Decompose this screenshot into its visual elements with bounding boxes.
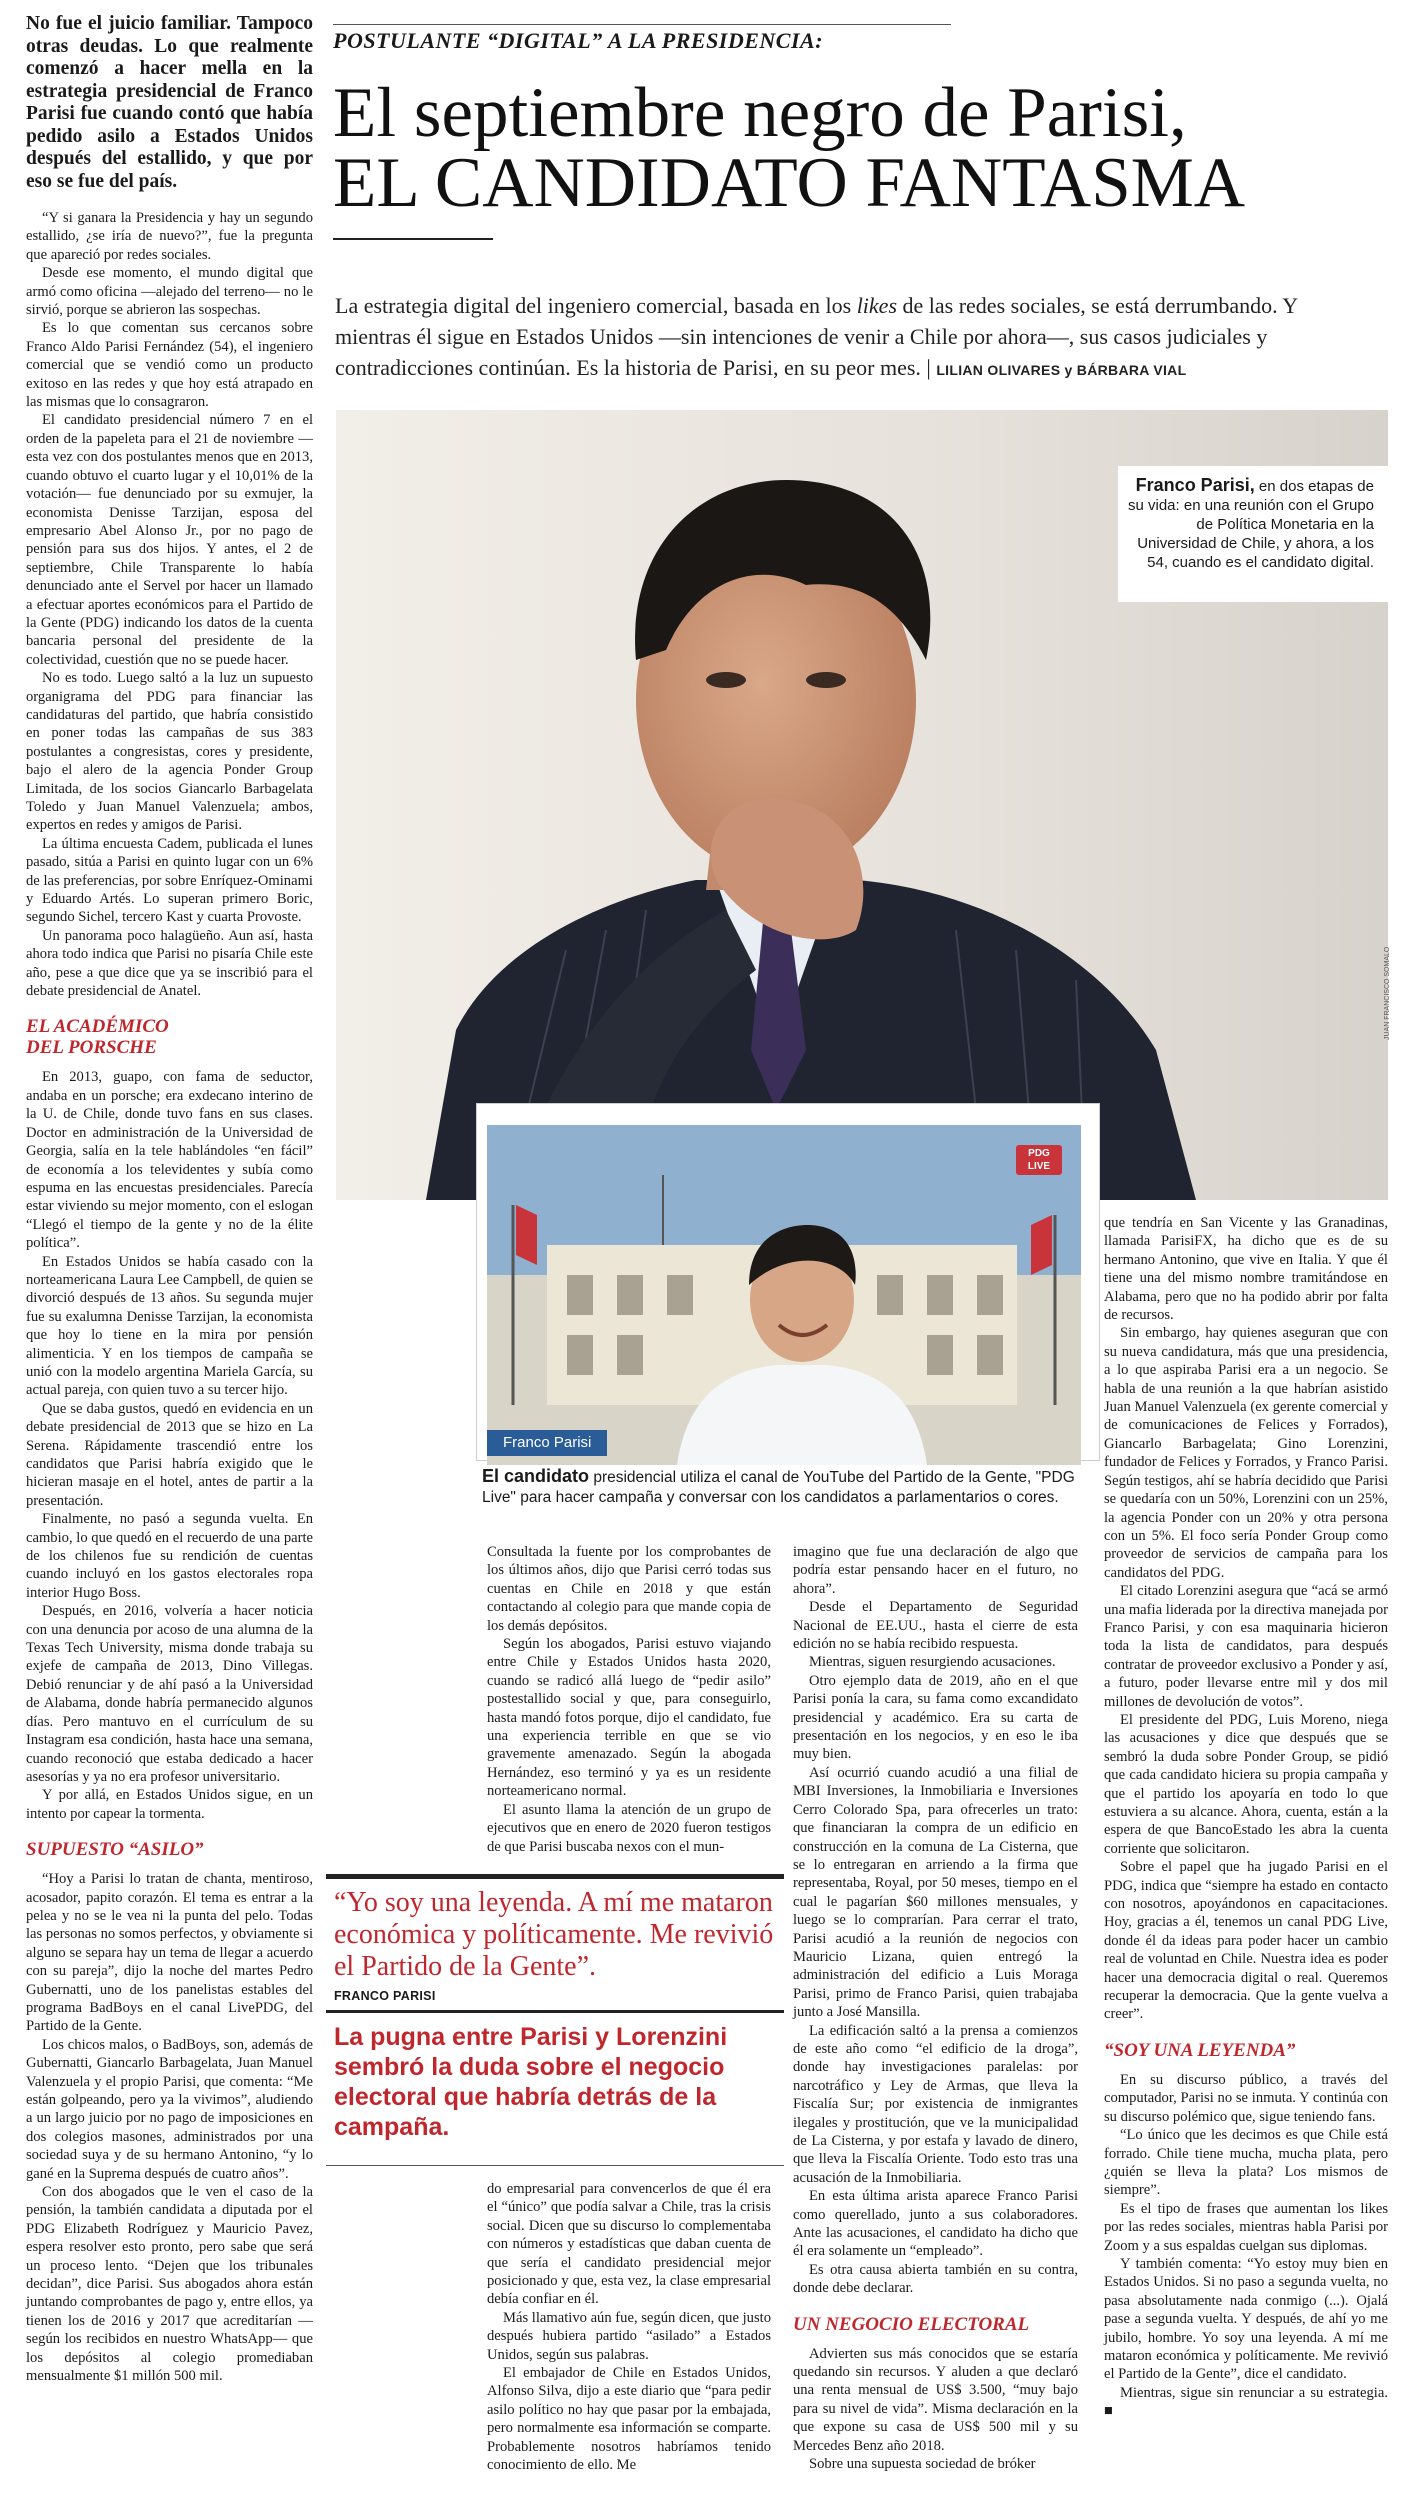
col4-p: En su discurso público, a través del computador, Parisi no se inmuta. Y continúa con su discurso polémico que, sigue teniendo fans. [1104,2071,1388,2125]
intro-paragraph [335,290,1360,386]
column-1 [26,13,313,2386]
col1-section-1 [26,209,313,1000]
main-photo-caption [1118,466,1388,602]
pullquote-author: FRANCO PARISI [334,1989,436,2003]
subhead-asilo: SUPUESTO “ASILO” [26,1839,204,1861]
col1-p: Que se daba gustos, quedó en evidencia en un debate presidencial de 2013 que se hizo en La Serena. Rápidamente trascendió entre los candidatos que Parisi habría exigido que le hicieran masaje en el hotel, antes de partir a la presentación. [26,1400,313,1509]
column-3 [793,1543,1078,2474]
kicker-rule [333,24,951,25]
col1-p: La última encuesta Cadem, publicada el lunes pasado, sitúa a Parisi en quinto lugar con un 6% de las preferencias, por sobre Enríquez-Ominami y Eduardo Artés. Lo superan primero Boric, segundo Sichel, tercero Kast y cuarta Provoste. [26,835,313,926]
column-2 [487,1543,771,1856]
pullquote-rule-top [326,1874,784,1879]
col3-p: Mientras, siguen resurgiendo acusaciones. [809,1654,1056,1671]
col2-p: Consultada la fuente por los comprobantes de los últimos años, dijo que Parisi cerró todas sus cuentas en Chile en 2018 y que están contactando al colegio para que mande copia de los demás depósitos. [487,1544,771,1634]
col1-p: Con dos abogados que le ven el caso de la pensión, la también candidata a diputada por el PDG Elizabeth Rodríguez y Mauricio Pavez, espera resolver esto pronto, pero sabe que será un proceso lento. “Dejen que los tribunales decidan”, dice Parisi. Sus abogados ahora están juntando comprobantes de pago y, entre ellos, ya tienen los de 2016 y 2017 que acreditarían —según los recibidos en nuestro WhatsApp— que los depósitos al colegio promediaban mensualmente $1 millón 500 mil. [26,2184,313,2385]
intro-likes: likes [856,293,898,318]
intro-part2: de las redes sociales, se está derrumbando. Y mientras él sigue en Estados Unidos —sin intenciones de venir a Chile por ahora—, sus casos judiciales y contradicciones continúan. Es la historia de Parisi, en su peor mes. | [335,293,1298,380]
inset-caption-bold: El candidato [482,1466,590,1486]
headline-rule [333,238,493,240]
subhead-line: DEL PORSCHE [26,1037,157,1059]
col4-p: que tendría en San Vicente y las Granadinas, llamada ParisiFX, ha dicho que es de su hermano Antonino, que vive en Italia. Y que él tiene una del mismo nombre tramitándose en Alabama, pero que no ha podido abrir por falta de recursos. [1104,1215,1388,1324]
col4-p: Sobre el papel que ha jugado Parisi en el PDG, indica que “siempre ha estado en contacto con nosotros, apoyándonos en capacitaciones. Hoy, gracias a él, tenemos un canal PDG Live, donde él da ideas para poder hacer un cambio real de voluntad en Chile. Nuestra idea es poder hacer una democracia digital o real. Queremos recuperar la democracia. Que la gente vuelva a creer”. [1104,1859,1388,2023]
intro-part1: La estrategia digital del ingeniero comercial, basada en los [335,293,857,318]
pullquote [334,1887,774,2003]
col3-p: Desde el Departamento de Seguridad Nacional de EE.UU., hasta el cierre de esta edición no se había recibido respuesta. [793,1599,1078,1653]
inset-label: Franco Parisi [487,1430,607,1456]
pullquote-text: “Yo soy una leyenda. A mí me mataron económica y políticamente. Me revivió el Partido de la Gente”. [334,1887,774,1982]
inset-caption-text: presidencial utiliza el canal de YouTube del Partido de la Gente, "PDG Live" para hacer campaña y conversar con los candidatos a parlamentarios o cores. [482,1469,1075,1506]
col3-p: Así ocurrió cuando acudió a una filial de MBI Inversiones, la Inmobiliaria e Inversiones Cerro Colorado Spa, para ofrecerles un trato: que financiaran la compra de un edificio en construcción en la comuna de La Cisterna, que se lo entregaran en arriendo a la firma que representaba, Royal, por 50 meses, tiempo en el cual le pagarían $60 millones mensuales, y luego se lo comprarían. Para cerrar el trato, Parisi acudió a la reunión de negocios con Mauricio Lizana, quien entregó la administración del edificio a Luis Moraga Parisi, primo de Franco Parisi, quien trabajaba junto a José Mansilla. [793,1764,1078,2021]
col2-p: Más llamativo aún fue, según dicen, que justo después hubiera partido “asilado” a Estados Unidos, según sus palabras. [487,2309,771,2363]
badge-bottom: LIVE [1027,1161,1051,1172]
col2-p: El asunto llama la atención de un grupo de ejecutivos que en enero de 2020 fueron testigos de que Parisi buscaba nexos con el mun- [487,1801,771,1855]
badge-top: PDG [1028,1148,1050,1159]
col1-p: Después, en 2016, volvería a hacer noticia con una denuncia por acoso de una alumna de la Texas Tech University, misma donde trabaja su exjefe de campaña de 2013, Dino Villegas. Debió renunciar y de ahí pasó a la Universidad de Alabama, donde habría permanecido algunos días. Pero mantuvo en el currículum de su Instagram esa condición, hasta hace una semana, cuando reconoció que estaba dedicado a hacer asesorías y ya no era profesor universitario. [26,1603,313,1785]
col4-p: Y también comenta: “Yo estoy muy bien en Estados Unidos. Si no paso a segunda vuelta, no pasa absolutamente nada conmigo (...). Ojalá pase a segunda vuelta. Y después, de ahí yo me jubilo, hombre. Yo soy una leyenda. A mí me mataron económica y políticamente. Me revivió el Partido de la Gente”, dice el candidato. [1104,2255,1388,2383]
subhead-academico [26,1016,313,1058]
col1-p: Y por allá, en Estados Unidos sigue, en un intento por capear la tormenta. [26,1787,313,1822]
col3-p: Advierten sus más conocidos que se estaría quedando sin recursos. Y aluden a que declaró una renta mensual de US$ 3.500, “muy bajo para su nivel de vida”. Misma declaración en la que expone su casa de US$ 500 mil y su Mercedes Benz año 2018. [793,2345,1078,2454]
col4-p: Mientras, sigue sin renunciar a su estrategia. ■ [1104,2384,1388,2420]
subhead-leyenda: “SOY UNA LEYENDA” [1104,2039,1296,2061]
col4-p: El presidente del PDG, Luis Moreno, niega las acusaciones y dice que después que se sembró la duda sobre Ponder Group, se pidió que cada candidato hiciera su propia campaña y que el partido los apoyaría en todo lo que estuviera a su alcance. Ahora, cuenta, están a la espera de que BancoEstado les abra la cuenta corriente que solicitaron. [1104,1711,1388,1857]
col3-p: Otro ejemplo data de 2019, año en el que Parisi ponía la cara, su fama como excandidato presidencial y académico. Era su carta de presentación en los negocios, y en eso le iba muy bien. [793,1672,1078,1763]
headline-line2: EL CANDIDATO FANTASMA [333,144,1246,222]
col3-p: La edificación saltó a la prensa a comienzos de este año como “el edificio de la droga”, donde hay investigaciones paralelas: por narcotráfico y Ley de Armas, que lleva la Fiscalía Sur; por existencia de inmigrantes ilegales y prostitución, que ve la municipalidad de La Cisterna, y por estafa y lavado de dinero, que lleva la Fiscalía Oriente. Todo esto tras una acusación de la Inmobiliaria. [793,2022,1078,2186]
deck: La pugna entre Parisi y Lorenzini sembró la duda sobre el negocio electoral que habría detrás de la campaña. [334,2023,728,2141]
col1-p: No es todo. Luego saltó a la luz un supuesto organigrama del PDG para financiar las candidaturas del partido, que habría consistido en poner todas las campañas de sus 383 postulantes a congresistas, cores y presidente, bajo el alero de la agencia Ponder Group Limitada, de los socios Giancarlo Barbagelata Toledo y Juan Manuel Valenzuela; ambos, expertos en redes y amigos de Parisi. [26,670,313,834]
col1-p: Un panorama poco halagüeño. Aun así, hasta ahora todo indica que Parisi no pisaría Chile este año, pese a que dice que ya se inscribió para el debate presidencial de Anatel. [26,927,313,1000]
col1-p: Desde ese momento, el mundo digital que armó como oficina —alejado del terreno— no le sirvió, porque se abrieron las sospechas. [26,265,313,319]
col1-p: El candidato presidencial número 7 en el orden de la papeleta para el 21 de noviembre —esta vez con dos postulantes menos que en 2013, cuando obtuvo el cuarto lugar y el 10,01% de la votación— fue denunciado por su exmujer, la economista Denisse Tarzijan, esposa del empresario Abel Alonso Jr., por no pago de pensión para sus dos hijos. Y antes, el 2 de septiembre, Chile Transparente lo había denunciado ante el Servel por hacer un llamado a efectuar aportes económicos para el Partido de la Gente (PDG) indicando los datos de la cuenta bancaria personal del presidente de la colectividad, cuestión que no se puede hacer. [26,412,313,668]
column-4 [1104,1214,1388,2421]
lead-paragraph: No fue el juicio familiar. Tampoco otras deudas. Lo que realmente comenzó a hacer mella en la estrategia presidencial de Franco Parisi fue cuando contó que había pedido asilo a Estados Unidos después del estallido, y que por eso se fue del país. [26,13,313,192]
caption-name: Franco Parisi, [1135,475,1255,495]
col1-p: Finalmente, no pasó a segunda vuelta. En cambio, lo que quedó en el recuerdo de una parte de los chilenos fue su rendición de cuentas cuando incluyó en los gastos electorales ropa interior Hugo Boss. [26,1511,313,1601]
col1-p: Es lo que comentan sus cercanos sobre Franco Aldo Parisi Fernández (54), el ingeniero comercial que se vendió como un producto exitoso en las redes y que hoy está atrapado en las mismas que lo consagraron. [26,320,313,411]
col1-p: Los chicos malos, o BadBoys, son, además de Gubernatti, Giancarlo Barbagelata, Juan Manuel Valenzuela y el propio Parisi, que comenta: “Me están golpeando, pero ya la vivimos”, aludiendo a un largo juicio por no pago de imposiciones en dos colegios masones, administrados por una sociedad suya y de su hermano Antonino, “y lo gané en la Suprema después de cuatro años”. [26,2036,313,2182]
byline: LILIAN OLIVARES y BÁRBARA VIAL [936,362,1187,378]
kicker: POSTULANTE “DIGITAL” A LA PRESIDENCIA: [333,28,824,53]
col1-p: “Y si ganara la Presidencia y hay un segundo estallido, ¿se iría de nuevo?”, fue la pregunta que apareció por redes sociales. [26,210,313,263]
col1-p: En Estados Unidos se había casado con la norteamericana Laura Lee Campbell, de quien se divorció después de 13 años. Su segunda mujer fue su exalumna Denisse Tarzijan, la economista que hoy lo tiene en la mira por pensión alimenticia. Y en los tiempos de campaña se unió con la modelo argentina Mariela García, su actual pareja, con quien tuvo a su tercer hijo. [26,1253,313,1399]
col3-p: imagino que fue una declaración de algo que podría estar pensando hacer en el futuro, no ahora”. [793,1544,1078,1597]
subhead-negocio: UN NEGOCIO ELECTORAL [793,2313,1030,2335]
pullquote-rule-bottom [326,2010,784,2013]
col2-p: do empresarial para convencerlos de que él era el “único” que podía salvar a Chile, tras la crisis social. Dicen que su discurso lo complementaba con números y estadísticas que daban cuenta de que sería el candidato presidencial mejor posicionado y que, esta vez, la clase empresarial debía confiar en él. [487,2181,771,2308]
col3-p: Sobre una supuesta sociedad de bróker [809,2456,1036,2473]
col3-p: En esta última arista aparece Franco Parisi como querellado, junto a sus colaboradores. Ante las acusaciones, el candidato ha dicho que él era solamente un “empleado”. [793,2188,1078,2260]
col1-p: En 2013, guapo, con fama de seductor, andaba en un porsche; era exdecano interino de la U. de Chile, donde tuvo fans en sus clases. Doctor en administración de la Universidad de Georgia, salía en la tele hablándoles “en fácil” de economía a los televidentes y subía como espuma en las encuestas presidenciales. Parecía estar viviendo su mejor momento, con el eslogan “Llegó el tiempo de la gente y no de la élite política”. [26,1069,313,1252]
caption-text: en dos etapas de su vida: en una reunión con el Grupo de Política Monetaria en la Universidad de Chile, y ahora, a los 54, cuando es el candidato digital. [1128,478,1374,571]
col1-section-3 [26,1870,313,2385]
col4-p: “Lo único que les decimos es que Chile está forrado. Chile tiene mucha, mucha plata, pero ¿quién se lleva la plata? Los mismos de siempre”. [1104,2127,1388,2199]
col2-p: El embajador de Chile en Estados Unidos, Alfonso Silva, dijo a este diario que “para pedir asilo político no hay que pasar por la embajada, pero normalmente esa información se comparte. Probablemente nosotros habríamos tenido conocimiento de ello. Me [487,2365,771,2474]
pdg-live-badge [1016,1145,1062,1175]
col2-p: Según los abogados, Parisi estuvo viajando entre Chile y Estados Unidos hasta 2020, cuando se radicó allá luego de “pedir asilo” postestallido social y que, para conseguirlo, hasta mandó fotos porque, dijo el candidato, fue una experiencia terrible en que se vio gravemente amenazado. Según la abogada Hernández, eso terminó y ya es un residente norteamericano normal. [487,1636,771,1800]
col3-p: Es otra causa abierta también en su contra, donde debe declarar. [793,2261,1078,2297]
subhead-line: EL ACADÉMICO [26,1016,169,1038]
col4-p: Es el tipo de frases que aumentan los likes por las redes sociales, mientras habla Parisi por Zoom y a sus espaldas cuelgan sus diplomas. [1104,2200,1388,2254]
col1-p: “Hoy a Parisi lo tratan de chanta, mentiroso, acosador, papito corazón. El tema es entrar a la pelea y no se le vea ni la punta del pelo. Todas las personas no somos perfectos, y obviamente si alguno se separa hay un tema de llegar a acuerdo con su pareja”, dijo la noche del martes Pedro Gubernatti, uno de los panelistas estables del programa BadBoys en el canal LivePDG, del Partido de la Gente. [26,1871,313,2035]
col4-p: El citado Lorenzini asegura que “acá se armó una mafia liderada por la directiva manejada por Franco Parisi, y con esa maquinaria hicieron toda la lista de candidatos, para después contratar de proveedor exclusivo a Ponder y así, a futuro, poder llevarse entre mil y dos mil millones de devolución de votos”. [1104,1583,1388,1710]
inset-photo [487,1125,1081,1465]
video-illustration [487,1125,1081,1465]
inset-caption [482,1467,1082,1507]
column-2-continued [487,2180,771,2475]
photo-credit: JUAN FRANCISCO SOMALO [1384,946,1391,1040]
col1-section-2 [26,1068,313,1823]
deck-rule [326,2165,784,2166]
headline-line1: El septiembre negro de Parisi, [333,74,1187,152]
col4-p: Sin embargo, hay quienes aseguran que con su nueva candidatura, más que una presidencia, a lo que aspiraba Parisi era a un negocio. Se habla de una reunión a la que habrían asistido Juan Manuel Valenzuela (ex gerente comercial y de comunicaciones de Felices y Forrados), Giancarlo Barbagelata; Gino Lorenzini, fundador de Felices y Forrados, y Franco Parisi. Según testigos, ahí se habría decidido que Parisi se quedaría con un 50%, Lorenzini con un 25%, la agencia Ponder con un 20% y otra persona con un 5%. El foco sería Ponder Group como proveedor de servicios de campaña para los candidatos del PDG. [1104,1325,1388,1581]
